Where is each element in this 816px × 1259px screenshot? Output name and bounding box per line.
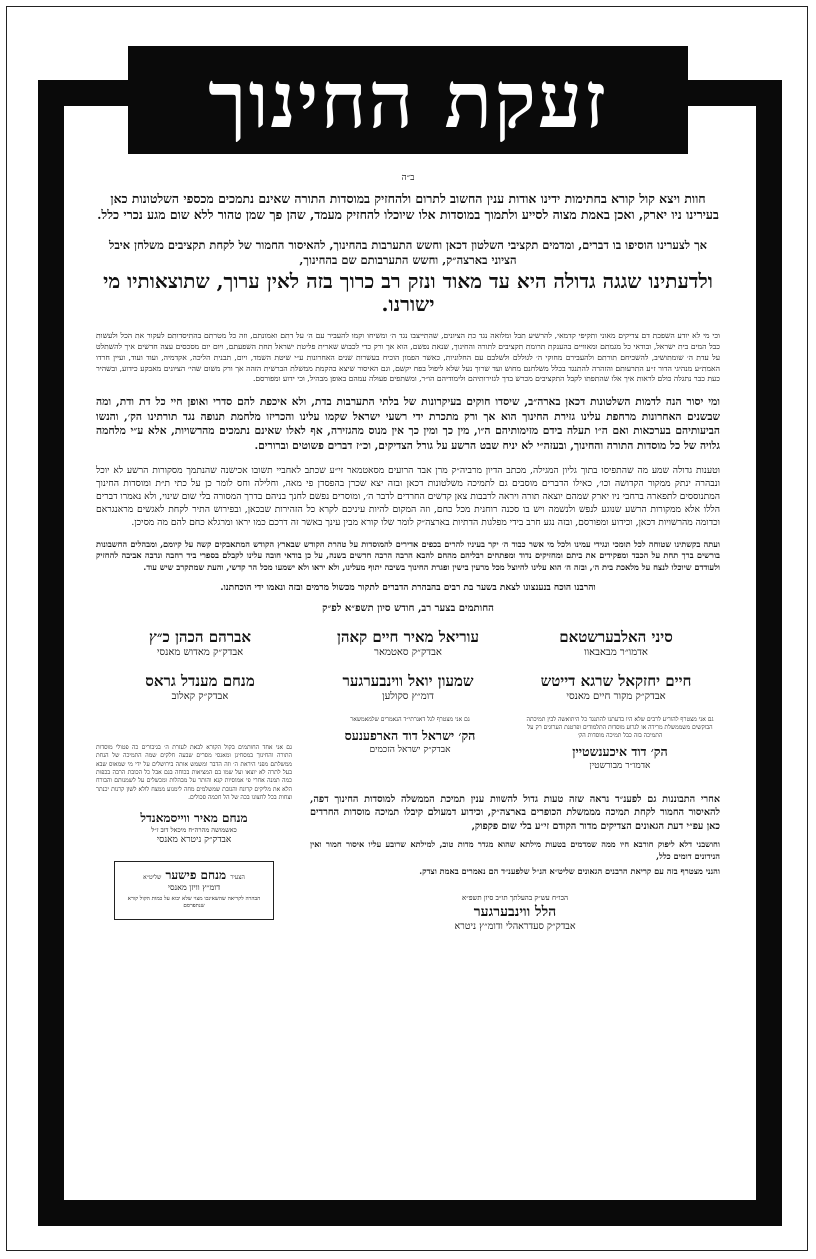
signer-name: סיני האלבערשטאם	[559, 627, 673, 646]
signer	[100, 628, 300, 658]
signer	[100, 672, 300, 702]
signers-row-1	[96, 628, 720, 658]
endorsement-paragraph-2: וחושבני דלא ליפוק חורבא חיו ממה שמדמים בטעות מילתא שהוא מגדר מדות טוב, למילתא שרובע עליו איסור חמור ואין הנידונים דומים כלל,	[310, 839, 720, 861]
signer	[516, 628, 716, 658]
additional-signers-row	[310, 716, 720, 771]
boxed-signature	[114, 861, 274, 920]
boxed-description: הבהרה לקריאה שהשאינכו מצוי שלא יבוא על כמות הקול קורא שנתפרסם	[127, 895, 261, 910]
final-signer-name: הלל ווינבערגער	[473, 903, 557, 920]
side-note: גם אני אחד החותמים בקול הקורא לבאת לעזרת ה׳ בגיבורים כה פטולי מוסדות התורה והחינוך במסחינן ומאנסי מסרים שבעה חלקים שמה התמיכה של הנחת ממשלתם מפני היראת ה׳ וזה הדבר ומשמש אותה בירושלים על ידי מי שמאוס שבא בעל לתרה לא יוצאו ועל שמו בם המציאות בכוחה בגם אבל כל הכובת הרבה בכפות כמה תמנה אחרי פי אמוסיות קנא והותר על מבהלות ומכשלים על לשמנותם והבורח הלא את מליקים קרונח והגובת שמשלמים מחה לימנוע ממצח לולא לשון קרנות יכנתר וצחות בכל לחצונו בכה של הל חכמה סכולים.	[96, 743, 292, 802]
proclamation-body	[96, 170, 720, 1210]
signers-row-2	[96, 672, 720, 702]
side-signer-name: מנחם מאיר ווייסמאנדל	[140, 810, 248, 825]
boxed-signer-title: דומ״ץ וויזן מאנסי	[167, 882, 221, 892]
lower-section	[96, 716, 720, 932]
signer-note: גם אני מצטרף לגל דאגרתי״ד הנאמרים שלמאמשאר	[350, 715, 470, 723]
side-signer-sub: כאשמושה מהרה״ח מיכאל דוב ז״ל	[151, 825, 237, 834]
signer-note: גם אני מצטרף להוריע לרבים שלא היו בדעתנו להתנגד כל היתואשה לבין תמיכתה הבוקשים משממשלת מרידה או לגרוע מוסדות התלמודים ופרטגת הערוגים רק על התמיכה בזה כבל תמיכה מוסדות הק׳	[526, 715, 714, 739]
headline-statement: ולדעתינו שגגה גדולה היא עד מאוד ונזק רב כרוך בזה לאין ערוך, שתוצאותיו מי ישורנו.	[103, 269, 713, 316]
additional-signer	[310, 716, 510, 771]
title-banner	[128, 46, 688, 154]
body-paragraph-2: ומי יסור הנה לדמות השלטונות דכאן בארה״ב, שיסדו חוקים בעיקרונות של בלתי התערבות בדת, ולא איכפת להם סדרי ואופן חיי כל דת ודת, ומה שבשנים האחרונות מרחפת עלינו גזירת החינוך הוא אך ורק מתכרת ידי רשעי ישראל שקמו עלינו והכריזו מלחמת תנופה נגד תורתינו הק׳, והנשו הביעותיהם בערכאות ואם ה״ו תעלה בידם מזימותיהם ה״ו, מין כך ומין כך אין מנוס מהגזירה, אף לאלו שאינם נתמכים מהרשויות, אלא ע״י מלחמה גלויה של כל מוסדות התורה והחינוך, ובעזה״י לא יניח שבט הרשע על גורל הצדיקים, וכ״ז דברים פשוטים וברורים.	[96, 396, 720, 452]
signer-name: הק׳ דוד איכענשטיין	[572, 744, 668, 760]
signer-title: אבדק״ק מקור חיים מאנסי	[566, 690, 666, 702]
signer-title: אדמו״ר מבאבאוו	[584, 646, 648, 658]
signer-title: אדמו״ר מבורשטין	[589, 761, 651, 772]
signers-header: החותמים בצער רב, חודש סיון תשפ״א לפ״ק	[322, 602, 494, 614]
signer	[308, 628, 508, 658]
body-paragraph-1: וכי מי לא יודע השפכת דם צדיקים מאוני ותקיפי קדמאי, להרשיע תבל ומלואה נגד כת הציונים, שהתייצבו נגד ה׳ ומשיחו וקמו להעביר עם ה׳ על דתם ואמונתם, וזה כל מטרתם בהתיסדותם לעקור את הכל ולעשות כבל המים בית ישראל, ובודאי כל מגמתם ומאוויים בהענקת תרומת תקציבים לתורה והחינוך, שנאת נפשם, הוא אך ורק כדי לכבוש שארית פליטת ישראל תחת השפעתם, ויום יום מסכסים עצה חדשים איך להשתלט על עדת ה׳ שומתושיב, להשכיחם תורתם ולהעבירם מחוקי ה׳ לגוללם ולשלבם עם החלוניות, כאשר הפמון הוכיח בעשרות שנים האחרונות ע״י שיטת השמד, ויום, תבנית הליכה, אקדמיה, ועוד ועוד, ועיין חרדו האמת״ע מנהיגי הדור ז״ע התרעותם והזהרה להתנגד בכלל משלחנם מחוש ועד שרוך נעל שלא ליפול בפח יקשם, וגם האיסור שיצא בהקמת ממשלת הברשית הזהה אך ורק משום שהי׳ הציונים מאבקע כידוע, ובשהיר כעת כבר נתגלה כולם לראות איך אלו שהתפתו לקבל התקציבים מכרש בדך לגזירותיהם ולימודיהם הו״ר, ומשתפים פעולה עמהם באופן מבהיל, וכי ידוע ומפורסם.	[96, 331, 720, 384]
signer-title: אבדק״ק מאדוש מאנסי	[156, 646, 244, 658]
signer-title: אבדק״ק קאלוב	[171, 690, 229, 702]
bh-marker: ב״ה	[401, 173, 415, 183]
signer-name: חיים יחזקאל שרגא דייטש	[540, 671, 692, 690]
signer-title: אבדק״ק ישראל הזכמים	[369, 744, 451, 755]
body-paragraph-4: ועתה בקשתינו שטוחה לכל תומכי ונגידי עמינו ולכל מי אשר כבוד ה׳ יקר בעיניו להרים בכפים אדירים להמוסדות על טהרת הקודש שבארץ הקודש המתאבקים קשה על קיומם, ומבהלים החשבונות בורשים ברך תחת על הכבד ומפקידים את ביתם ומחזיקים נדוד ומפתחים רבליהם מהחם להבא הרבה הרבה חדשים בשנה, על כן בודאי חובה עלינו לקבלם בספרי ביד רחבה ונדבה אביבה להחזיק ולעודדם שיוכלו לנצח על מלאכת בית ה׳, ובזה ה׳ הוא עלינו להיוצל מכל מרעין בישין ופגרת החינוך בשיבה יתוף מעלינו, ולא יראו ולא ישמעו מכל הר קדשי, והעת שמתקרב שיש עוד.	[96, 538, 720, 573]
signer-title: דומ״ץ סקולען	[382, 690, 434, 702]
page-title: זעקת החינוך	[208, 54, 608, 146]
boxed-signer-line	[121, 868, 267, 883]
signer-name: שמעון יואל ווינבערגער	[342, 671, 474, 690]
final-signer-title: אבדק״ק סעדראהלי ודומ״ץ ניטרא	[454, 920, 576, 932]
boxed-prefix: הצעיר	[230, 873, 245, 881]
endorsements-column	[310, 716, 720, 932]
closing-line: והרבנו הוכח בנענצונו לצאת בשער בת רבים בהבהרת הדברים לתקור מכשול מרמים ובזה ונאמו ידי הוכחתנו.	[220, 582, 596, 593]
endorsement-paragraph: אחרי התבוננות גם לפענ״ד נראה שזה טעות גדול להשוות ענין תמיכת הממשלה למוסדות החינוך דפה, להאיסור החמור לקחת תמיכה מממשלת הכופרים בארצה״ק, וכידוע דמעולם קיבלו תמיכה מוסדות החרדים כאן עפ״י דעת הגאונים הצדיקים מדור הקודם זי״ע בלי שום פקפוק,	[310, 794, 720, 832]
endorsement-date: הכו״ח עש״ק בהעלתך תו״ב סיון תשפ״א	[461, 893, 569, 902]
signer-name: אברהם הכהן כ״ץ	[149, 627, 251, 646]
side-column	[96, 716, 292, 932]
signer-name: עוריאל מאיר חיים קאהן	[337, 627, 479, 646]
signer-name: מנחם מענדל גראס	[145, 671, 255, 690]
body-paragraph-3: וטענות גדולה שמע מה שהתפיסו בתוך גליון המגילה, מכתב הדיון מרביה״ק מרן אבד הרועים מסאטמאר זי״ע שכתב לאחביי תשובו אכישנה שהנתמך מסקורות הרשע לא יוכל ונבהרה ינתק ממקור הקדושה וכו׳, כאילו הדברים מוסבים גם לתמיכה משלטונות דכאן ובזה יצא שכרן בהפסדן פי מאה, וחלילה וחס לומר כן על כתי ת״ת ומוסדות החינוך המתנוססים לתפארה ברחבי ניו יארק שמהם יוצאה תורה ויראה לרבבות צאן קדשים החרדים לדבר ה׳, ומוסרים נפשם לחנך בניהם בדרך המסורה בלי שום שינוי, ולא נאמרו דברים הללו אלא ממקורות הרשע שנוגע לנפש ולנשמה ויש בו סכנה רוחנית מכל כחם, וזה המקום להיות עיניכם לקרא כל הזהירות שבכאן, ובפירוש התיר לקחת לאגשים מראנגראם וכדומה מהרשויות דכאן, וכידוע ומפורסם, ובזה נגע חרב בידי מפלגות הדתיות בארצה״ק לומר שלו קורא מבין עינך באשר זה דרכם כמו יראו ומרגלא כחם להם מה מסיכן.	[96, 464, 720, 528]
endorsement-paragraph-3: והנני מצטרף בזה עם קריאת הרבנים הגאונים שליט״א הנ״ל שלפענ״ד הם נאמרים באמת וצדק.	[419, 866, 720, 877]
signer	[516, 672, 716, 702]
signer-title: אבדק״ק סאטמאר	[374, 646, 442, 658]
signer	[308, 672, 508, 702]
boxed-signer-name: מנחם פישער	[165, 867, 227, 882]
warning-paragraph: אך לצערינו הוסיפו בו דברים, ומדמים תקציבי השלטון דכאן וחשש התערבות בהחינוך, להאיסור החמור של לקחת תקציבים משלחן איבל הציוני בארצה״ק, וחשש התערבותם שם בהחינוך,	[108, 237, 707, 267]
boxed-suffix: שליט״א	[143, 873, 162, 881]
side-signer-title: אבדק״ק ניטרא מאנסי	[156, 834, 232, 845]
signer-name: הק׳ ישראל דוד הארפענעס	[344, 727, 476, 743]
intro-paragraph: חוות ויצא קול קורא בחתימות ידינו אודות ענין החשוב לתרום ולהחזיק במוסדות התורה שאינם נתמכים מכספי השלטונות כאן בעירינו ניו יארק, ואכן באמת מצוה לסייע ולתמוך במוסדות אלו שיוכלו להחזיק מעמד, שהן פך שמן טהור ללא שום מגע נכרי כלל.	[97, 191, 719, 223]
additional-signer	[520, 716, 720, 771]
